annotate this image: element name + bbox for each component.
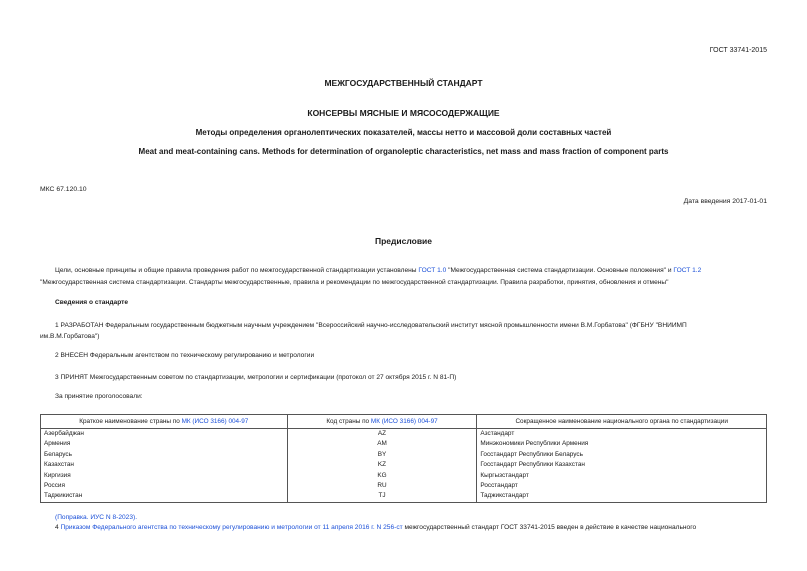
document-code: ГОСТ 33741-2015 bbox=[709, 47, 767, 54]
item-1-continuation: им.В.М.Горбатова") bbox=[40, 333, 100, 340]
table-row bbox=[41, 429, 767, 440]
code-cell: TJ bbox=[287, 491, 477, 502]
document-title: КОНСЕРВЫ МЯСНЫЕ И МЯСОСОДЕРЖАЩИЕ bbox=[307, 108, 500, 118]
country-cell: Беларусь bbox=[41, 450, 288, 460]
col-header-country: Краткое наименование страны по МК (ИСО 3166) 004-97 bbox=[41, 415, 288, 429]
voted-for-label: За принятие проголосовали: bbox=[55, 393, 143, 400]
item-2-introduced-by: 2 ВНЕСЕН Федеральным агентством по техническому регулированию и метрологии bbox=[55, 352, 315, 359]
table-header-row bbox=[41, 415, 767, 429]
col-header-code: Код страны по МК (ИСО 3166) 004-97 bbox=[287, 415, 477, 429]
preface-text-b: "Межгосударственная система стандартизации. Основные положения" и bbox=[446, 267, 674, 274]
gost-1-0-link[interactable]: ГОСТ 1.0 bbox=[418, 267, 447, 274]
mk-iso-3166-link[interactable]: МК (ИСО 3166) 004-97 bbox=[370, 418, 438, 425]
standards-body-cell: Кыргызстандарт bbox=[477, 471, 767, 481]
code-cell: RU bbox=[287, 481, 477, 491]
gost-1-2-link[interactable]: ГОСТ 1.2 bbox=[673, 267, 702, 274]
document-type-heading: МЕЖГОСУДАРСТВЕННЫЙ СТАНДАРТ bbox=[324, 78, 483, 88]
introduction-date: Дата введения 2017-01-01 bbox=[683, 198, 767, 205]
table-row bbox=[41, 481, 767, 491]
standards-body-cell: Госстандарт Республики Казахстан bbox=[477, 460, 767, 470]
table-row bbox=[41, 471, 767, 481]
standard-info-heading: Сведения о стандарте bbox=[55, 299, 129, 306]
country-cell: Казахстан bbox=[41, 460, 288, 470]
country-cell: Армения bbox=[41, 439, 288, 449]
item-4-enacted: 4 Приказом Федерального агентства по техническому регулированию и метрологии от 11 апреля 2016 г. N 256-ст межгосударственный стандарт ГОСТ 33741-2015 введен в действие в качестве национального bbox=[55, 524, 697, 531]
code-cell: AM bbox=[287, 439, 477, 449]
code-cell: KG bbox=[287, 471, 477, 481]
standards-body-cell: Азстандарт bbox=[477, 429, 767, 440]
mks-code: МКС 67.120.10 bbox=[40, 186, 87, 193]
table-row bbox=[41, 439, 767, 449]
document-subtitle-ru: Методы определения органолептических показателей, массы нетто и массовой доли составных частей bbox=[195, 128, 612, 137]
country-cell: Азербайджан bbox=[41, 429, 288, 440]
standards-body-cell: Росстандарт bbox=[477, 481, 767, 491]
table-row bbox=[41, 491, 767, 502]
country-cell: Таджикистан bbox=[41, 491, 288, 502]
code-cell: KZ bbox=[287, 460, 477, 470]
standards-body-cell: Таджикстандарт bbox=[477, 491, 767, 502]
preface-text-a: Цели, основные принципы и общие правила проведения работ по межгосударственной стандартизации установлены bbox=[55, 267, 419, 274]
mk-iso-3166-link[interactable]: МК (ИСО 3166) 004-97 bbox=[181, 418, 249, 425]
preface-paragraph-line2: "Межгосударственная система стандартизации. Стандарты межгосударственные, правила и рекомендации по межгосударственной стандартизации. Правила разработки, принятия, обновления и отмены" bbox=[40, 279, 669, 286]
document-subtitle-en: Meat and meat-containing cans. Methods for determination of organoleptic characteristics, net mass and mass fraction of component parts bbox=[138, 147, 669, 156]
table-row bbox=[41, 450, 767, 460]
country-cell: Россия bbox=[41, 481, 288, 491]
col-header-body: Сокращенное наименование национального органа по стандартизации bbox=[477, 415, 767, 429]
table-row bbox=[41, 460, 767, 470]
preface-paragraph-line1 bbox=[55, 265, 701, 277]
voting-countries-table bbox=[40, 414, 767, 503]
country-cell: Киргизия bbox=[41, 471, 288, 481]
standards-body-cell: Минэкономики Республики Армения bbox=[477, 439, 767, 449]
item-1-developed-by: 1 РАЗРАБОТАН Федеральным государственным бюджетным научным учреждением "Всероссийский научно-исследовательский институт мясной промышленности имени В.М.Горбатова" (ФГБНУ "ВНИИМП bbox=[55, 322, 687, 329]
order-link[interactable]: Приказом Федерального агентства по техническому регулированию и метрологии от 11 апреля 2016 г. N 256-ст bbox=[60, 524, 403, 531]
amendment-note[interactable]: (Поправка. ИУС N 8-2023). bbox=[55, 514, 138, 521]
preface-heading: Предисловие bbox=[374, 236, 433, 246]
standards-body-cell: Госстандарт Республики Беларусь bbox=[477, 450, 767, 460]
code-cell: BY bbox=[287, 450, 477, 460]
item-3-adopted-by: 3 ПРИНЯТ Межгосударственным советом по стандартизации, метрологии и сертификации (протокол от 27 октября 2015 г. N 81-П) bbox=[55, 374, 457, 381]
code-cell: AZ bbox=[287, 429, 477, 440]
